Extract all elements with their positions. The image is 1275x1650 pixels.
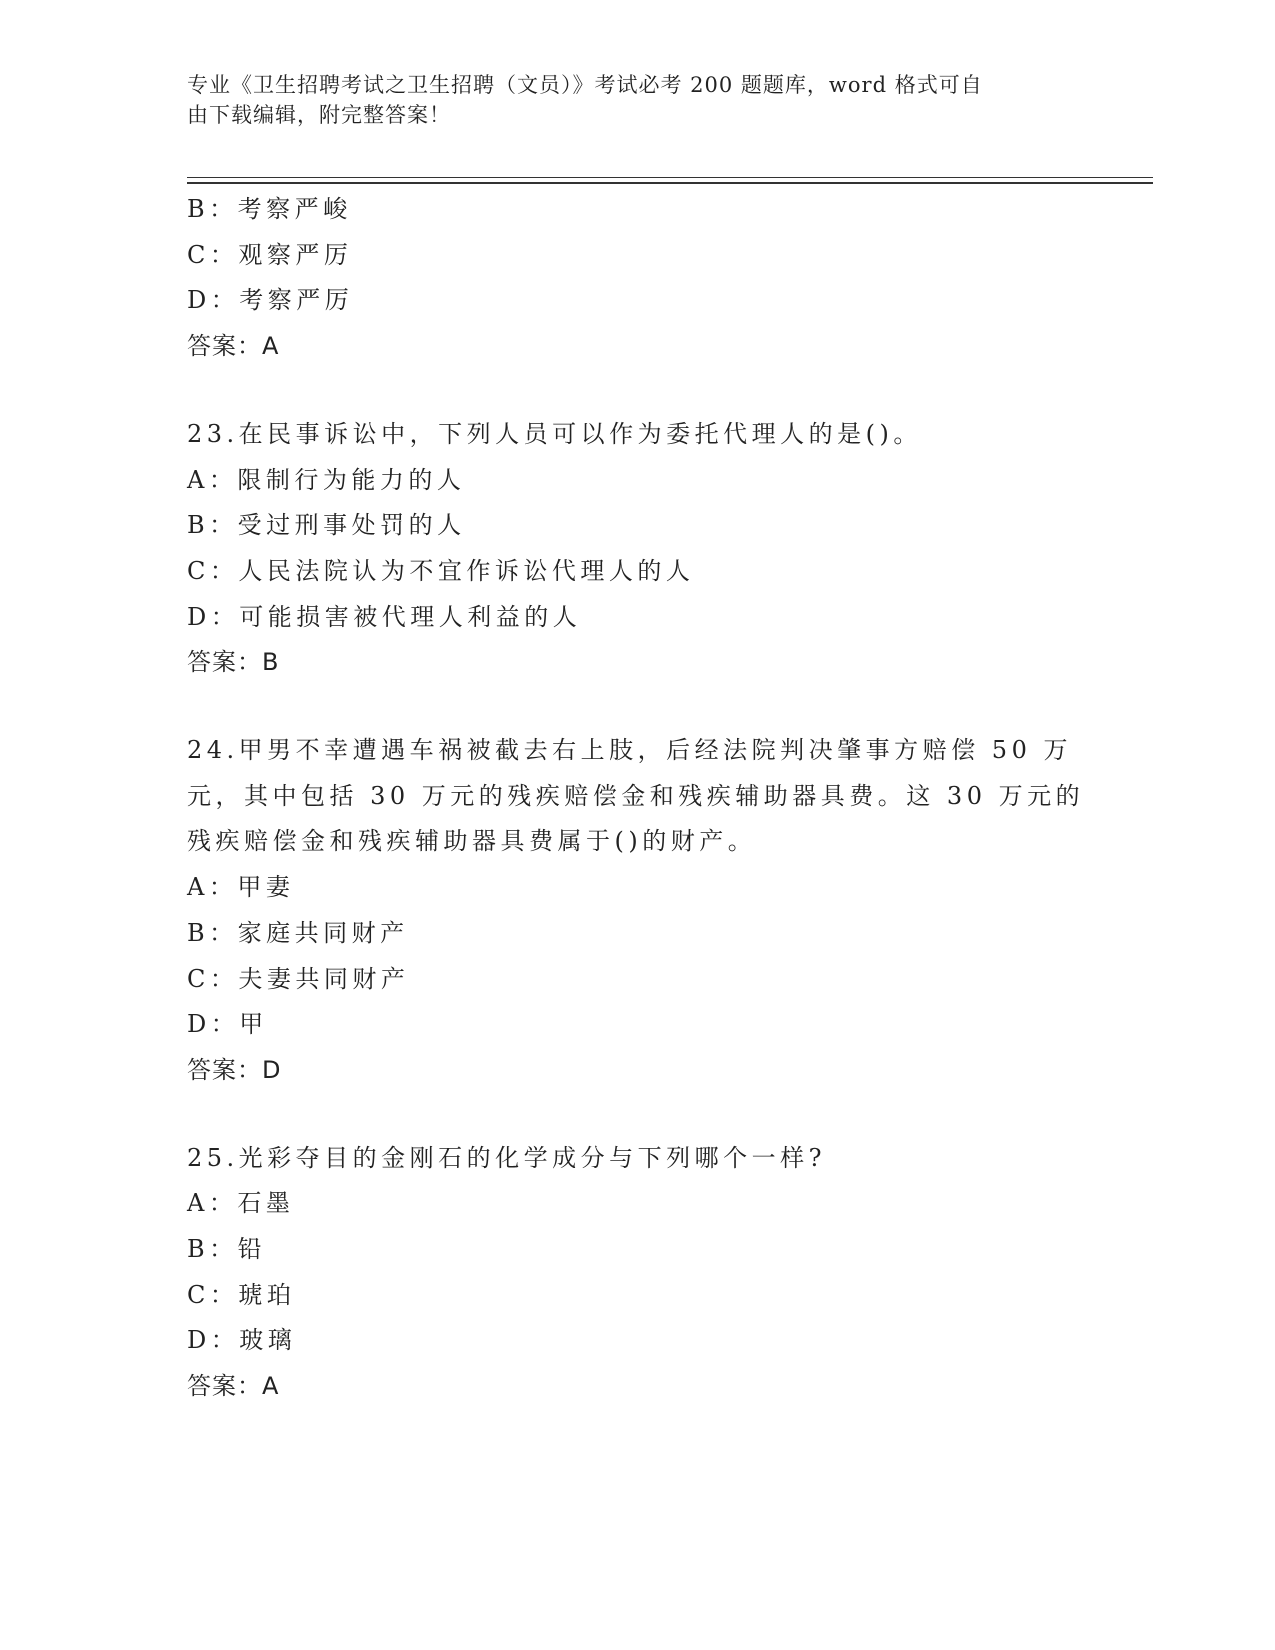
question-24 [187,728,1085,1094]
answer-line: 答案：D [187,1055,282,1084]
option-b: B：考察严峻 [187,195,352,223]
option-d: D：可能损害被代理人利益的人 [187,602,582,631]
option-b: B：家庭共同财产 [187,918,409,947]
option-a: A：甲妻 [187,873,295,902]
document-header [187,70,1067,130]
option-c: C：夫妻共同财产 [187,964,410,993]
document-body [187,187,1085,1410]
option-d: D：甲 [187,1010,268,1039]
question-text: 23.在民事诉讼中，下列人员可以作为委托代理人的是()。 [187,419,922,448]
option-c: C：琥珀 [187,1280,296,1309]
question-text-line-3: 残疾赔偿金和残疾辅助器具费属于()的财产。 [187,827,757,856]
question-25 [187,1136,1067,1410]
question-fragment [187,187,1067,370]
header-line-1: 专业《卫生招聘考试之卫生招聘（文员）》考试必考 200 题题库，word 格式可自 [187,73,983,97]
header-rule-thick [187,182,1153,184]
option-c: C：人民法院认为不宜作诉讼代理人的人 [187,556,695,585]
option-d: D：玻璃 [187,1326,297,1355]
option-b: B：铅 [187,1235,267,1264]
question-text-line-1: 24.甲男不幸遭遇车祸被截去右上肢，后经法院判决肇事方赔偿 50 万 [187,736,1072,765]
option-d: D：考察严厉 [187,286,354,315]
option-b: B：受过刑事处罚的人 [187,511,466,540]
question-text-line-2: 元，其中包括 30 万元的残疾赔偿金和残疾辅助器具费。这 30 万元的 [187,781,1085,810]
header-rule-thin [187,177,1153,178]
option-a: A：限制行为能力的人 [187,465,466,494]
option-c: C：观察严厉 [187,240,353,269]
answer-line: 答案：A [187,1372,280,1401]
answer-line: 答案：B [187,648,280,677]
answer-line: 答案：A [187,332,280,361]
question-text: 25.光彩夺目的金刚石的化学成分与下列哪个一样? [187,1143,827,1172]
option-a: A：石墨 [187,1189,295,1218]
header-line-2: 由下载编辑，附完整答案！ [187,103,451,127]
question-23 [187,412,1067,686]
